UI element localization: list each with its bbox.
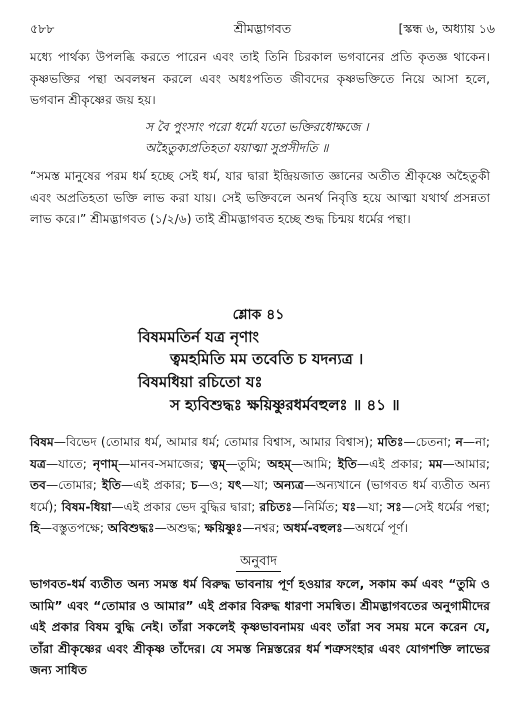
- synonym-meaning: —তোমার;: [45, 478, 102, 493]
- synonym-meaning: —না;: [462, 435, 490, 449]
- synonym-word: অন্যত্র: [273, 478, 304, 493]
- synonym-meaning: —যা;: [241, 478, 274, 493]
- synonym-meaning: —যাতে;: [45, 456, 94, 471]
- synonym-meaning: —এই প্রকার ভেদ বুদ্ধির দ্বারা;: [111, 499, 260, 514]
- synonym-word: অহম্: [267, 456, 292, 471]
- synonym-word: অবিশুদ্ধঃ: [107, 521, 155, 536]
- sloka-label: শ্লোক ৪১: [232, 307, 285, 323]
- synonym-word: রচিতঃ: [259, 499, 292, 514]
- synonym-meaning: —বিভেদ (তোমার ধর্ম, আমার ধর্ম; তোমার বিশ্বাস, আমার বিশ্বাস);: [53, 435, 378, 449]
- sloka-line-4: স হ্যবিশুদ্ধঃ ক্ষয়িষ্ণুরধর্মবহুলঃ ॥ ৪১ ॥: [170, 396, 400, 414]
- synonym-word: নৃণাম্: [93, 456, 118, 471]
- synonym-word: মতিঃ: [377, 435, 404, 449]
- sloka-line-2: ত্বমহমিতি মম তবেতি চ যদন্যত্র ।: [170, 350, 364, 368]
- quoted-verse-line-1: স বৈ পুংসাং পরো ধর্মো যতো ভক্তিরধোক্ষজে ।: [145, 120, 369, 134]
- synonym-word: মম: [428, 456, 443, 471]
- synonym-meaning: —এই প্রকার;: [356, 456, 429, 471]
- synonym-meaning: —বস্তুতপক্ষে;: [39, 521, 108, 536]
- synonym-meaning: —মানব-সমাজের;: [117, 456, 211, 471]
- synonym-meaning: —যা;: [356, 499, 388, 514]
- word-synonyms: [30, 432, 490, 540]
- book-title: শ্রীমদ্ভাগবত: [233, 21, 292, 36]
- purport-paragraph-2: “সমস্ত মানুষের পরম ধর্ম হচ্ছে সেই ধর্ম, যার দ্বারা ইন্দ্রিয়জাত জ্ঞানের অতীত শ্রীকৃষ্ণে অহৈতুকী এবং অপ্রতিহতা ভক্তি লাভ করা যায়। সেই ভক্তিবলে অনর্থ নিবৃত্তি হয়ে আত্মা যথার্থ প্রসন্নতা লাভ করে।” শ্রীমদ্ভাগবত (১/২/৬) তাই শ্রীমদ্ভাগবত হচ্ছে শুদ্ধ চিন্ময় ধর্মের পন্থা।: [30, 169, 490, 227]
- synonym-word: ক্ষয়িষ্ণুঃ: [204, 521, 243, 536]
- synonym-word: যৎ: [228, 478, 242, 493]
- sloka-line-1: বিষমমতির্ন যত্র নৃণাং: [138, 328, 260, 346]
- synonym-word: অধর্ম-বহুলঃ: [283, 521, 343, 536]
- purport-paragraph-1: মধ্যে পার্থক্য উপলব্ধি করতে পারেন এবং তাই তিনি চিরকাল ভগবানের প্রতি কৃতজ্ঞ থাকেন। কৃষ্ণভক্তির পন্থা অবলম্বন করলে এবং অধঃপতিত জীবদের কৃষ্ণভক্তিতে নিয়ে আসা হলে, ভগবান শ্রীকৃষ্ণের জয় হয়।: [30, 50, 490, 108]
- synonym-meaning: —অশুদ্ধ;: [154, 521, 205, 536]
- synonym-word: বিষম-ধিয়া: [61, 499, 112, 514]
- synonym-word: যঃ: [342, 499, 357, 514]
- synonym-word: সঃ: [387, 499, 402, 514]
- sloka-line-3: বিষমধিয়া রচিতো যঃ: [138, 373, 263, 391]
- page-number: ৫৮৮: [30, 21, 55, 36]
- chapter-reference: [স্কন্ধ ৬, অধ্যায় ১৬: [398, 21, 495, 36]
- quoted-verse-line-2: অহৈতুক্যপ্রতিহতা যয়াত্মা সুপ্রসীদতি ॥: [145, 141, 329, 155]
- translation-text: ভাগবত-ধর্ম ব্যতীত অন্য সমস্ত ধর্ম বিরুদ্ধ ভাবনায় পূর্ণ হওয়ার ফলে, সকাম কর্ম এবং “তুমি ও আমি” এবং “তোমার ও আমার” এই প্রকার বিরুদ্ধ ধারণা সমন্বিত। শ্রীমদ্ভাগবতের অনুগামীদের এই প্রকার বিষম বুদ্ধি নেই। তাঁরা সকলেই কৃষ্ণভাবনাময় এবং তাঁরা সব সময় মনে করেন যে, তাঁরা শ্রীকৃষ্ণের এবং শ্রীকৃষ্ণ তাঁদের। যে সমস্ত নিম্নস্তরের ধর্ম শত্রুসংহার এবং যোগশক্তি লাভের জন্য সাধিত: [30, 577, 490, 678]
- synonym-meaning: —নির্মিত;: [291, 499, 343, 514]
- synonym-word: তব: [30, 478, 46, 493]
- synonym-meaning: —অধর্মে পূর্ণ।: [342, 521, 408, 536]
- synonym-meaning: —ও;: [197, 478, 228, 493]
- synonym-meaning: —তুমি;: [225, 456, 268, 471]
- synonym-word: হি: [30, 521, 40, 536]
- synonym-meaning: —অন্যখানে (ভাগবত ধর্ম ব্যতীত অন্য ধর্মে);: [30, 478, 490, 514]
- synonym-word: ত্বম্: [210, 456, 226, 471]
- translation-heading: অনুবাদ: [0, 552, 517, 573]
- synonym-word: ন: [455, 435, 463, 449]
- synonym-word: বিষম: [30, 435, 54, 449]
- synonym-meaning: —এই প্রকার;: [120, 478, 192, 493]
- synonym-word: চ: [191, 478, 198, 493]
- synonym-word: যত্র: [30, 456, 46, 471]
- synonym-meaning: —সেই ধর্মের পন্থা;: [401, 499, 491, 514]
- synonym-meaning: —আমি;: [291, 456, 338, 471]
- synonym-meaning: —চেতনা;: [403, 435, 456, 449]
- synonym-meaning: —আমার;: [442, 456, 490, 471]
- running-header: [30, 20, 495, 38]
- synonym-meaning: —নশ্বর;: [242, 521, 284, 536]
- synonym-word: ইতি: [337, 456, 357, 471]
- synonym-word: ইতি: [102, 478, 121, 493]
